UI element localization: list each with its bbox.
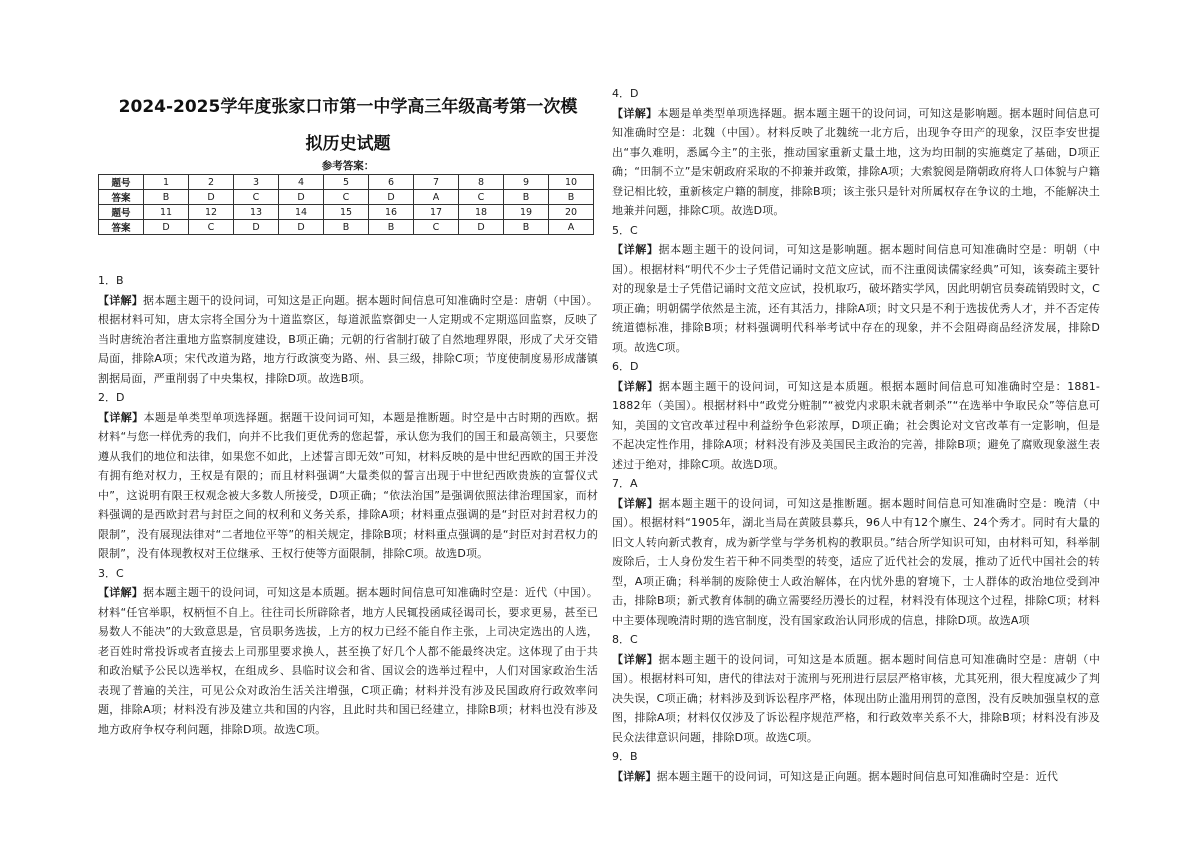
answer-table-cell: C — [414, 220, 459, 235]
document-title-line2: 拟历史试题 — [305, 134, 391, 154]
answer-table-cell: D — [279, 190, 324, 205]
document-title-line1: 2024-2025学年度张家口市第一中学高三年级高考第一次模 — [118, 97, 578, 117]
question-number: 6．D — [612, 360, 639, 373]
question-number: 7．A — [612, 477, 638, 490]
answer-table-cell: C — [459, 190, 504, 205]
explanation-label: 【详解】 — [612, 652, 659, 666]
answer-table-cell: C — [324, 190, 369, 205]
answer-table-cell: 3 — [234, 175, 279, 190]
answer-table-row-header: 答案 — [99, 190, 144, 205]
explanation-paragraph — [612, 650, 1100, 748]
question-number: 1．B — [98, 274, 124, 287]
question-number: 2．D — [98, 391, 125, 404]
question-number: 8．C — [612, 633, 638, 646]
question-number: 4．D — [612, 87, 639, 100]
answer-table-cell: 11 — [144, 205, 189, 220]
answer-table-cell: 13 — [234, 205, 279, 220]
answer-table-cell: A — [414, 190, 459, 205]
answer-table-cell: D — [459, 220, 504, 235]
answer-table-cell: D — [369, 190, 414, 205]
explanation-label: 【详解】 — [612, 243, 659, 256]
answer-table-row-header: 题号 — [99, 175, 144, 190]
answer-table-row — [99, 220, 594, 235]
answer-table-cell: 1 — [144, 175, 189, 190]
answer-table-cell: 10 — [549, 175, 594, 190]
explanation-text: 据本题主题干的设问词，可知这是本质题。根据本题时间信息可知准确时空是：1881-1882年（美国）。根据材料中“政党分赃制”“被党内求职未就者刺杀”“在选举中争取民众”等信息可知，美国的文官改革过程中利益纷争色彩浓厚，D项正确；社会舆论对文官改革有一定影响，但是不起决定性作用，排除A项；材料没有涉及美国民主政治的完善，排除B项；避免了腐败现象滋生表述过于绝对，排除C项。故选D项。 — [612, 379, 1100, 471]
question-number: 3．C — [98, 566, 124, 580]
explanation-text: 据本题主题干的设问词，可知这是本质题。据本题时间信息可知准确时空是：近代（中国）。材料“任官举职，权柄恒不自上。往往司长所辟除者，地方人民辄投函咸径谒司长，要求更易，甚至已易数人不能决”的大致意思是，官员职务选拔，上方的权力已经不能自作主张，上司决定选出的人选，老百姓时常投诉或者直接去上司那里要求换人，甚至换了好几个人都不能最终决定。这体现了由于共和政治赋予公民以选举权，在组成乡、县临时议会和省、国议会的选举过程中，人们对国家政治生活表现了普遍的关注，可见公众对政治生活关注增强，C项正确；材料并没有涉及民国政府行政效率问题，排除A项；材料没有涉及建立共和国的内容，且此时共和国已经建立，排除B项；材料也没有涉及地方政府争权夺利问题，排除D项。故选C项。 — [98, 586, 598, 736]
explanation-paragraph — [98, 408, 598, 564]
explanation-text: 据本题主题干的设问词，可知这是影响题。据本题时间信息可知准确时空是：明朝（中国）。根据材料“明代不少士子凭借记诵时文范文应试，而不注重阅读儒家经典”可知，该奏疏主要针对的现象是士子凭借记诵时文范文应试，投机取巧，破坏踏实学风，因此明朝官员奏疏销毁时文，C项正确；明朝儒学依然是主流，还有其活力，排除A项；时文只是不利于选拔优秀人才，并不否定传统道德标准，排除B项；材料强调明代科举考试中存在的现象，并不会阻碍商品经济发展，排除D项。故选C项。 — [612, 243, 1100, 354]
answer-table — [98, 174, 594, 235]
answer-table-cell: 16 — [369, 205, 414, 220]
answer-table-cell: 12 — [189, 205, 234, 220]
answer-table-row-header: 题号 — [99, 205, 144, 220]
answer-table-cell: C — [189, 220, 234, 235]
answer-table-cell: 6 — [369, 175, 414, 190]
answer-key-heading: 参考答案： — [321, 160, 375, 172]
answer-table-cell: B — [549, 190, 594, 205]
explanation-text: 本题是单类型单项选择题。据题干设问词可知，本题是推断题。时空是中古时期的西欧。据材料“与您一样优秀的我们，向并不比我们更优秀的您起誓，承认您为我们的国王和最高领主，只要您遵从我们的地位和法律，如果您不如此，上述誓言即无效”可知，材料反映的是中世纪西欧的国王并没有拥有绝对权力，王权是有限的；而且材料强调“大量类似的誓言出现于中世纪西欧贵族的宣誓仪式中”，这说明有限王权观念被大多数人所接受，D项正确；“依法治国”是强调依照法律治理国家，而材料强调的是西欧封君与封臣之间的权利和义务关系，排除A项；材料重点强调的是“封臣对封君权力的限制”，没有展现法律对“二者地位平等”的相关规定，排除B项；材料重点强调的是“封臣对封君权力的限制”，没有体现教权对王位继承、王权行使等方面限制，排除C项。故选D项。 — [98, 410, 598, 560]
answer-table-cell: 4 — [279, 175, 324, 190]
answer-table-row — [99, 205, 594, 220]
answer-table-cell: 2 — [189, 175, 234, 190]
explanation-paragraph — [98, 291, 598, 389]
answer-table-cell: B — [504, 220, 549, 235]
answer-table-row-header: 答案 — [99, 220, 144, 235]
explanation-text: 据本题主题干的设问词，可知这是正向题。据本题时间信息可知准确时空是：唐朝（中国）。根据材料可知，唐太宗将全国分为十道监察区，每道派监察御史一人定期或不定期巡回监察，反映了当时唐统治者注重地方监察制度建设，B项正确；元朝的行省制打破了自然地理界限，形成了犬牙交错局面，排除A项；宋代改道为路，地方行政演变为路、州、县三级，排除C项；节度使制度易形成藩镇割据局面，严重削弱了中央集权，排除D项。故选B项。 — [98, 293, 598, 385]
answer-table-cell: 15 — [324, 205, 369, 220]
answer-table-cell: D — [279, 220, 324, 235]
answer-table-cell: D — [234, 220, 279, 235]
answer-table-cell: C — [234, 190, 279, 205]
answer-table-cell: 5 — [324, 175, 369, 190]
question-number: 9．B — [612, 750, 638, 763]
explanation-paragraph — [612, 104, 1100, 221]
answer-table-cell: B — [324, 220, 369, 235]
answer-table-cell: A — [549, 220, 594, 235]
answer-table-cell: 18 — [459, 205, 504, 220]
left-explanations — [98, 271, 598, 739]
answer-table-cell: D — [189, 190, 234, 205]
explanation-label: 【详解】 — [98, 586, 143, 599]
explanation-label: 【详解】 — [612, 379, 659, 393]
answer-table-cell: B — [504, 190, 549, 205]
answer-table-cell: D — [144, 220, 189, 235]
explanation-paragraph — [612, 377, 1100, 475]
explanation-text: 本题是单类型单项选择题。据本题主题干的设问词，可知这是影响题。据本题时间信息可知准确时空是：北魏（中国）。材料反映了北魏统一北方后，出现争夺田产的现象，汉臣李安世提出“事久难明，悉属今主”的主张，推动国家重新丈量土地，这为均田制的实施奠定了基础，D项正确；“田制不立”是宋朝政府采取的不抑兼并政策，排除A项；大索貌阅是隋朝政府将人口体貌与户籍登记相比较，重新核定户籍的制度，排除B项；该主张只是针对所属权存在争议的土地，不能解决土地兼并问题，排除C项。故选D项。 — [612, 106, 1100, 217]
answer-table-row — [99, 190, 594, 205]
explanation-paragraph — [612, 240, 1100, 357]
answer-table-cell: 20 — [549, 205, 594, 220]
explanation-paragraph — [98, 583, 598, 739]
explanation-paragraph — [612, 494, 1100, 631]
explanation-label: 【详解】 — [612, 769, 657, 783]
question-number: 5．C — [612, 223, 638, 237]
answer-table-cell: 14 — [279, 205, 324, 220]
answer-table-cell: B — [369, 220, 414, 235]
explanation-label: 【详解】 — [98, 293, 143, 307]
answer-table-row — [99, 175, 594, 190]
explanation-text: 据本题主题干的设问词，可知这是本质题。据本题时间信息可知准确时空是：唐朝（中国）。根据材料可知，唐代的律法对于流刑与死刑进行层层严格审核，尤其死刑，很大程度减少了判决失误，C项正确；材料涉及到诉讼程序严格，体现出防止滥用刑罚的意图，没有反映加强皇权的意图，排除A项；材料仅仅涉及了诉讼程序规范严格，和行政效率关系不大，排除B项；材料没有涉及民众法律意识问题，排除D项。故选C项。 — [612, 652, 1100, 744]
explanation-text: 据本题主题干的设问词，可知这是推断题。据本题时间信息可知准确时空是：晚清（中国）。根据材料“1905年，湖北当局在黄陂县募兵，96人中有12个廪生、24个秀才。同时有大量的旧文人转向新式教育，成为新学堂与学务机构的教职员。”结合所学知识可知，由材料可知，科举制废除后，士人身份发生若干种不同类型的转变，适应了近代社会的发展，推动了近代中国社会的转型，A项正确；科举制的废除使士人政治解体，在内忧外患的窘境下，士人群体的政治地位受到冲击，排除B项；新式教育体制的确立需要经历漫长的过程，材料没有体现这个过程，排除C项；材料中主要体现晚清时期的选官制度，没有国家政治认同形成的信息，排除D项。故选A项 — [612, 496, 1100, 627]
explanation-text: 据本题主题干的设问词，可知这是正向题。据本题时间信息可知准确时空是：近代 — [656, 769, 1059, 783]
explanation-label: 【详解】 — [98, 410, 144, 424]
explanation-label: 【详解】 — [612, 496, 659, 510]
explanation-paragraph — [612, 767, 1100, 787]
answer-table-cell: B — [144, 190, 189, 205]
answer-table-cell: 17 — [414, 205, 459, 220]
answer-table-cell: 7 — [414, 175, 459, 190]
answer-table-cell: 9 — [504, 175, 549, 190]
right-explanations — [612, 84, 1100, 786]
explanation-label: 【详解】 — [612, 106, 658, 120]
answer-table-cell: 8 — [459, 175, 504, 190]
answer-table-cell: 19 — [504, 205, 549, 220]
